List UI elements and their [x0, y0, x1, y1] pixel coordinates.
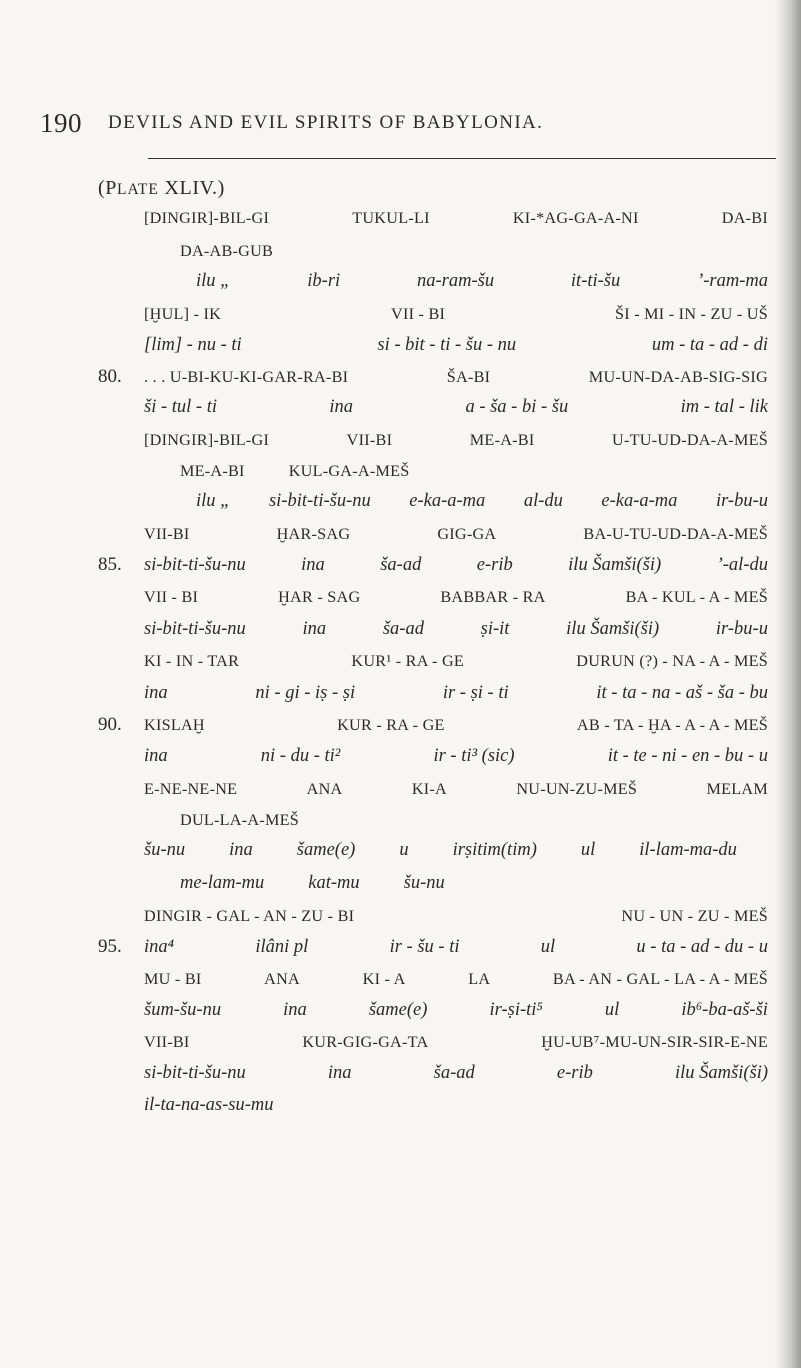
- sumerian-line: [98, 710, 768, 740]
- text-segment: KISLAḪ: [144, 716, 205, 734]
- text-segment: KUR-GIG-GA-TA: [302, 1033, 429, 1051]
- text-segment: si-bit-ti-šu-nu: [144, 1063, 246, 1083]
- text-segment: ul: [604, 1000, 620, 1020]
- text-segment: [lim] - nu - ti: [144, 335, 242, 355]
- sumerian-line: [144, 1027, 768, 1057]
- akkadian-line: [144, 678, 768, 708]
- text-segment: E-NE-NE-NE: [144, 780, 238, 798]
- text-segment: al-du: [523, 491, 563, 511]
- text-segment: KI - IN - TAR: [144, 652, 240, 670]
- text-segment: DA-BI: [721, 209, 768, 227]
- text-segment: ME-A-BI: [469, 431, 535, 449]
- text-segment: ina: [301, 555, 325, 575]
- text-segment: u - ta - ad - du - u: [636, 937, 768, 957]
- text-segment: MU-UN-DA-AB-SIG-SIG: [588, 368, 768, 386]
- text-segment: VII - BI: [391, 305, 446, 323]
- text-segment: VII-BI: [144, 525, 190, 543]
- sumerian-line: [144, 774, 768, 804]
- text-segment: ni - du - ti²: [260, 746, 341, 766]
- text-segment: DUL-LA-A-MEŠ: [180, 811, 299, 829]
- text-segment: ul: [580, 840, 596, 860]
- text-segment: si-bit-ti-šu-nu: [144, 619, 246, 639]
- text-segment: it-ti-šu: [570, 271, 621, 291]
- sumerian-line: [144, 203, 768, 233]
- page-header: [0, 100, 801, 140]
- page-edge-shadow: [775, 0, 801, 1368]
- text-segment: šame(e): [368, 1000, 428, 1020]
- text-segment: it - te - ni - en - bu - u: [607, 746, 768, 766]
- line-number: 95.: [98, 936, 122, 957]
- text-segment: ina: [329, 397, 354, 417]
- header-rule: [148, 158, 776, 159]
- akkadian-line: [144, 330, 768, 360]
- text-segment: ŠI - MI - IN - ZU - UŠ: [615, 305, 768, 323]
- text-segment: ilu Šamši(ši): [674, 1063, 768, 1083]
- plate-heading-open: (P: [98, 177, 117, 199]
- text-segment: ṣi-it: [480, 619, 510, 639]
- text-segment: ina: [229, 840, 253, 860]
- text-segment: BA-U-TU-UD-DA-A-MEŠ: [583, 525, 768, 543]
- text-segment: im - tal - lik: [680, 397, 768, 417]
- text-segment: šum-šu-nu: [144, 1000, 222, 1020]
- akkadian-line: [196, 266, 768, 296]
- text-segment: NU-UN-ZU-MEŠ: [516, 780, 638, 798]
- text-segment: šame(e): [296, 840, 356, 860]
- text-segment: it - ta - na - aš - ša - bu: [596, 683, 768, 703]
- text-segment: ilu „: [196, 491, 231, 511]
- akkadian-line: [144, 1090, 768, 1120]
- text-segment: si-bit-ti-šu-nu: [144, 555, 246, 575]
- text-segment: AB - TA - ḪA - A - A - MEŠ: [576, 716, 768, 734]
- sumerian-line: [180, 236, 768, 266]
- text-segment: [DINGIR]-BIL-GI: [144, 431, 270, 449]
- line-number: 80.: [98, 366, 122, 387]
- text-segment: šu-nu: [144, 840, 186, 860]
- sumerian-line: [144, 901, 768, 931]
- text-segment: ir-bu-u: [715, 619, 768, 639]
- text-segment: ni - gi - iṣ - ṣi: [255, 683, 356, 703]
- text-segment: DINGIR - GAL - AN - ZU - BI: [144, 907, 355, 925]
- akkadian-line: [98, 932, 768, 962]
- text-segment: ša-ad: [380, 555, 422, 575]
- text-segment: na-ram-šu: [417, 271, 495, 291]
- text-segment: e-rib: [476, 555, 513, 575]
- text-segment: a - ša - bi - šu: [465, 397, 569, 417]
- text-segment: ina: [327, 1063, 352, 1083]
- text-segment: ib⁶-ba-aš-ši: [681, 1000, 768, 1020]
- sumerian-line: [98, 362, 768, 392]
- text-segment: NU - UN - ZU - MEŠ: [621, 907, 768, 925]
- text-segment: ilu Šamši(ši): [566, 619, 660, 639]
- text-segment: MU - BI: [144, 970, 202, 988]
- text-segment: ḪAR - SAG: [278, 588, 361, 606]
- akkadian-line: [144, 1058, 768, 1088]
- plate-heading-small: LATE: [116, 181, 159, 198]
- sumerian-line: [144, 425, 768, 455]
- text-segment: TUKUL-LI: [352, 209, 430, 227]
- text-segment: VII - BI: [144, 588, 199, 606]
- text-segment: šu-nu: [403, 873, 445, 893]
- text-segment: il-lam-ma-du: [639, 840, 737, 860]
- text-segment: U-TU-UD-DA-A-MEŠ: [612, 431, 768, 449]
- text-segment: ’-ram-ma: [697, 271, 768, 291]
- text-segment: BA - KUL - A - MEŠ: [625, 588, 768, 606]
- text-segment: ina: [283, 1000, 307, 1020]
- text-segment: ir - ṣi - ti: [442, 683, 509, 703]
- plate-heading-rest: XLIV.): [158, 177, 225, 199]
- text-segment: [ḪUL] - IK: [144, 305, 222, 323]
- text-segment: ir - ti³ (sic): [433, 746, 515, 766]
- text-segment: e-ka-a-ma: [409, 491, 486, 511]
- text-segment: ul: [540, 937, 556, 957]
- line-number: 90.: [98, 714, 122, 735]
- text-segment: il-ta-na-as-su-mu: [144, 1095, 274, 1115]
- text-segment: ME-A-BI: [180, 462, 245, 480]
- sumerian-line: [180, 805, 768, 835]
- text-segment: DA-AB-GUB: [180, 242, 274, 260]
- text-segment: GIG-GA: [437, 525, 497, 543]
- plate-heading: [98, 177, 225, 200]
- text-segment: ḪAR-SAG: [276, 525, 351, 543]
- akkadian-line: [98, 550, 768, 580]
- akkadian-line: [196, 486, 768, 516]
- text-segment: KUL-GA-A-MEŠ: [288, 462, 410, 480]
- text-segment: ina: [302, 619, 327, 639]
- text-segment: ilu Šamši(ši): [568, 555, 662, 575]
- text-segment: VII-BI: [144, 1033, 190, 1051]
- sumerian-line: [144, 582, 768, 612]
- text-segment: ilâni pl: [255, 937, 309, 957]
- text-segment: VII-BI: [346, 431, 393, 449]
- text-segment: ir - šu - ti: [389, 937, 460, 957]
- text-segment: ilu „: [196, 271, 231, 291]
- page-number: 190: [40, 108, 82, 138]
- text-segment: KI - A: [362, 970, 406, 988]
- text-segment: ANA: [306, 780, 343, 798]
- akkadian-line: [180, 868, 768, 898]
- text-segment: KUR - RA - GE: [337, 716, 445, 734]
- text-segment: si-bit-ti-šu-nu: [268, 491, 371, 511]
- text-segment: BA - AN - GAL - LA - A - MEŠ: [552, 970, 768, 988]
- text-segment: ina⁴: [144, 937, 175, 957]
- text-segment: KI-*AG-GA-A-NI: [512, 209, 639, 227]
- text-segment: ŠA-BI: [446, 368, 491, 386]
- text-segment: ir-bu-u: [715, 491, 768, 511]
- text-segment: ANA: [264, 970, 300, 988]
- text-segment: u: [399, 840, 409, 860]
- text-segment: um - ta - ad - di: [651, 335, 768, 355]
- text-segment: MELAM: [706, 780, 768, 798]
- sumerian-line: [144, 519, 768, 549]
- text-segment: e-rib: [556, 1063, 593, 1083]
- akkadian-line: [144, 741, 768, 771]
- text-segment: ir-ṣi-ti⁵: [489, 1000, 543, 1020]
- text-segment: kat-mu: [308, 873, 360, 893]
- akkadian-line: [144, 835, 768, 865]
- text-segment: ša-ad: [382, 619, 424, 639]
- sumerian-line: [180, 456, 768, 486]
- text-segment: KUR¹ - RA - GE: [351, 652, 465, 670]
- text-segment: si - bit - ti - šu - nu: [377, 335, 517, 355]
- text-segment: me-lam-mu: [180, 873, 265, 893]
- text-segment: irṣitim(tim): [452, 840, 537, 860]
- text-segment: . . . U-BI-KU-KI-GAR-RA-BI: [144, 368, 349, 386]
- text-segment: [DINGIR]-BIL-GI: [144, 209, 270, 227]
- sumerian-line: [144, 646, 768, 676]
- text-segment: ina: [144, 746, 168, 766]
- text-segment: ina: [144, 683, 168, 703]
- text-segment: ši - tul - ti: [144, 397, 217, 417]
- akkadian-line: [144, 995, 768, 1025]
- akkadian-line: [144, 614, 768, 644]
- text-segment: e-ka-a-ma: [601, 491, 678, 511]
- sumerian-line: [144, 299, 768, 329]
- line-number: 85.: [98, 554, 122, 575]
- text-segment: KI-A: [411, 780, 447, 798]
- akkadian-line: [144, 392, 768, 422]
- running-head: DEVILS AND EVIL SPIRITS OF BABYLONIA.: [108, 112, 544, 133]
- text-segment: ḪU-UB⁷-MU-UN-SIR-SIR-E-NE: [541, 1033, 768, 1051]
- text-segment: ib-ri: [307, 271, 341, 291]
- text-segment: ’-al-du: [716, 555, 768, 575]
- text-segment: BABBAR - RA: [440, 588, 546, 606]
- sumerian-line: [144, 964, 768, 994]
- text-segment: DURUN (?) - NA - A - MEŠ: [576, 652, 768, 670]
- text-segment: LA: [468, 970, 491, 988]
- text-segment: ša-ad: [433, 1063, 475, 1083]
